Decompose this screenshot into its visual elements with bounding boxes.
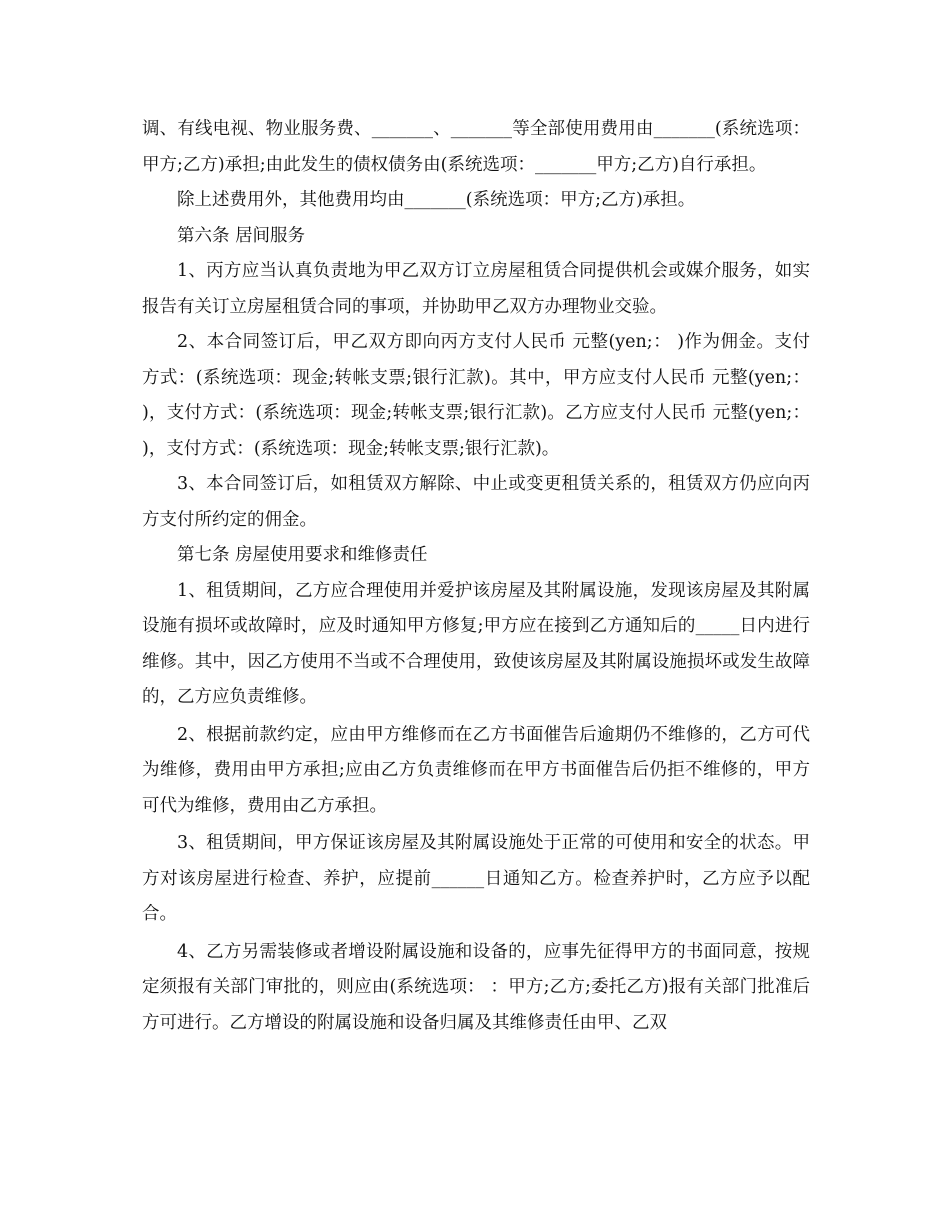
heading-article-7: 第七条 房屋使用要求和维修责任 bbox=[177, 545, 428, 565]
paragraph-7-3: 3、租赁期间，甲方保证该房屋及其附属设施处于正常的可使用和安全的状态。甲方对该房屋进行检查、养护，应提前______日通知乙方。检查养护时，乙方应予以配合。 bbox=[142, 833, 810, 924]
paragraph-fees: 调、有线电视、物业服务费、_______、_______等全部使用费用由_______(系统选项：甲方;乙方)承担;由此发生的债权债务由(系统选项：_______甲方;乙方)自行承担。 bbox=[142, 119, 810, 175]
paragraph-6-2: 2、本合同签订后，甲乙双方即向丙方支付人民币 元整(yen;： )作为佣金。支付方式：(系统选项：现金;转帐支票;银行汇款)。其中，甲方应支付人民币 元整(yen;： )，支付方式：(系统选项：现金;转帐支票;银行汇款)。乙方应支付人民币 元整(yen;： )，支付方式：(系统选项：现金;转帐支票;银行汇款)。 bbox=[142, 332, 816, 459]
heading-article-6: 第六条 居间服务 bbox=[177, 225, 306, 246]
paragraph-7-2: 2、根据前款约定，应由甲方维修而在乙方书面催告后逾期仍不维修的，乙方可代为维修，费用由甲方承担;应由乙方负责维修而在甲方书面催告后仍拒不维修的，甲方可代为维修，费用由乙方承担。 bbox=[142, 724, 810, 816]
paragraph-7-1: 1、租赁期间，乙方应合理使用并爱护该房屋及其附属设施，发现该房屋及其附属设施有损坏或故障时，应及时通知甲方修复;甲方应在接到乙方通知后的_____日内进行维修。其中，因乙方使用不当或不合理使用，致使该房屋及其附属设施损坏或发生故障的，乙方应负责维修。 bbox=[142, 580, 810, 707]
paragraph-7-4: 4、乙方另需装修或者增设附属设施和设备的，应事先征得甲方的书面同意，按规定须报有关部门审批的，则应由(系统选项： ：甲方;乙方;委托乙方)报有关部门批准后方可进行。乙方增设的附属设施和设备归属及其维修责任由甲、乙双 bbox=[142, 941, 810, 1033]
paragraph-6-3: 3、本合同签订后，如租赁双方解除、中止或变更租赁关系的，租赁双方仍应向丙方支付所约定的佣金。 bbox=[142, 474, 810, 530]
paragraph-other-fees: 除上述费用外，其他费用均由_______(系统选项：甲方;乙方)承担。 bbox=[177, 190, 696, 210]
paragraph-6-1: 1、丙方应当认真负责地为甲乙双方订立房屋租赁合同提供机会或媒介服务，如实报告有关订立房屋租赁合同的事项，并协助甲乙双方办理物业交验。 bbox=[142, 261, 810, 317]
document-page bbox=[142, 112, 816, 1041]
